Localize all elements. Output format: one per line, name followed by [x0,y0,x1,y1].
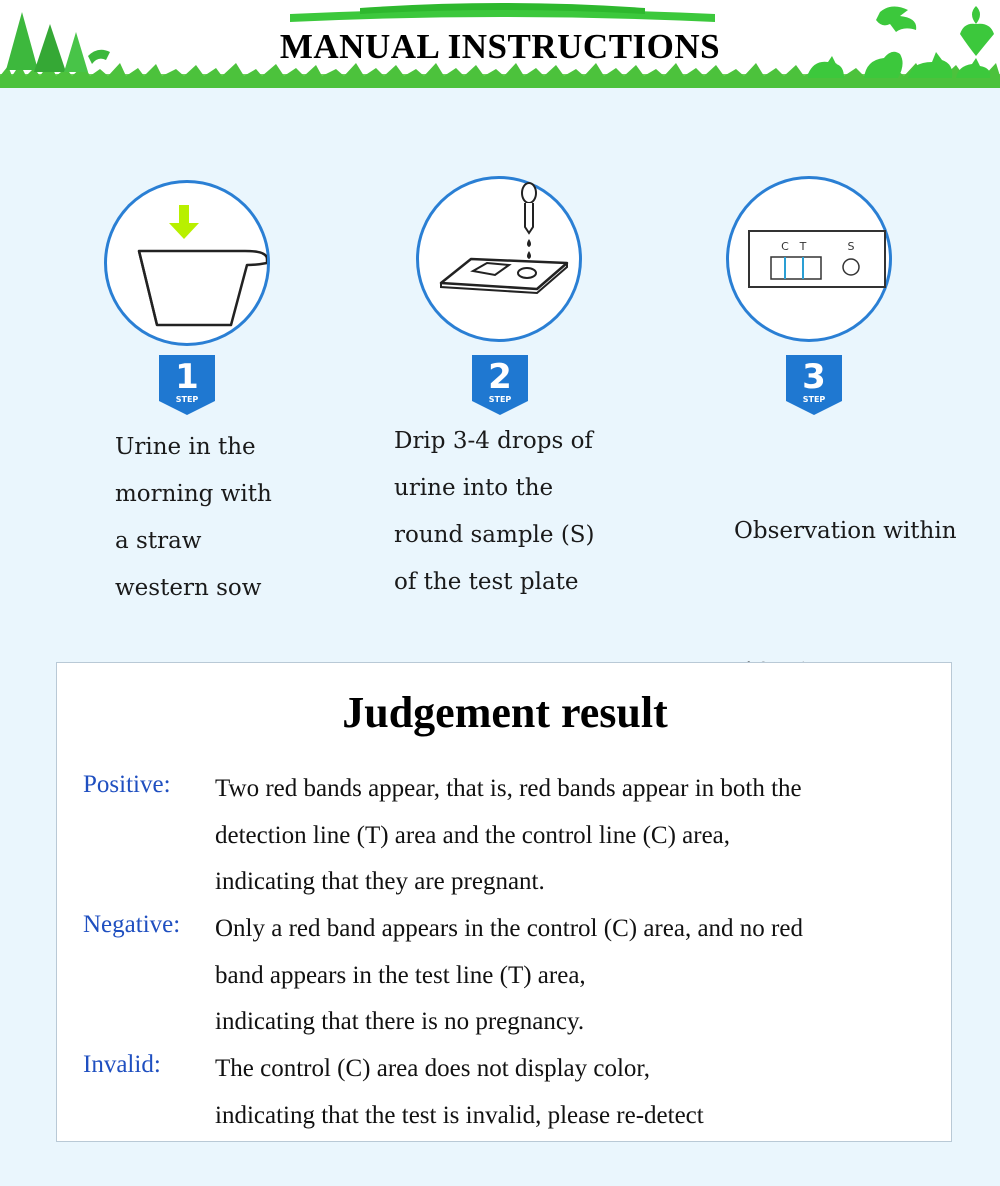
negative-description [215,906,803,1046]
cassette-label-s: S [847,240,855,253]
step-1-illustration [104,180,270,346]
step-3-badge [786,355,842,415]
step-2-badge-label: STEP [488,395,512,404]
page-title: MANUAL INSTRUCTIONS [279,27,721,66]
step-3-illustration [726,176,892,342]
step-2-line: round sample (S) [394,522,595,548]
invalid-description [215,1046,704,1139]
step-2-text [394,418,595,606]
step-2-illustration [416,176,582,342]
step-2-line: urine into the [394,475,554,501]
step-3-line: Observation within [734,518,957,544]
step-3-badge-label: STEP [802,395,826,404]
urine-cup-icon [107,183,267,343]
step-1-line: western sow [115,575,262,601]
test-cassette-icon [729,179,889,339]
positive-line: indicating that they are pregnant. [215,868,545,895]
step-1-number: 1 [175,357,199,397]
step-3-number: 3 [802,357,826,397]
step-2-line: of the test plate [394,569,579,595]
step-1-line: morning with [115,481,272,507]
invalid-line: The control (C) area does not display color, [215,1055,650,1082]
step-2-badge [472,355,528,415]
step-1-line: a straw [115,528,202,554]
step-1-line: Urine in the [115,434,256,460]
invalid-line: indicating that the test is invalid, please re-detect [215,1101,704,1129]
cassette-label-t: T [799,240,807,253]
positive-line: detection line (T) area and the control line (C) area, [215,821,731,849]
negative-label: Negative: [83,911,181,938]
green-ribbon-decoration [290,0,715,30]
judgement-result-panel [56,662,952,1142]
positive-line: Two red bands appear, that is, red bands appear in both the [215,775,802,802]
negative-line: Only a red band appears in the control (C) area, and no red [215,915,803,942]
invalid-label: Invalid: [83,1051,161,1078]
dropper-test-plate-icon [419,179,579,339]
step-2-number: 2 [488,357,512,397]
negative-line: band appears in the test line (T) area, [215,961,586,989]
step-1-badge [159,355,215,415]
step-1-text [115,424,272,612]
step-1-badge-label: STEP [175,395,199,404]
positive-label: Positive: [83,771,171,798]
negative-line: indicating that there is no pregnancy. [215,1008,585,1035]
positive-description [215,766,802,906]
step-2-line: Drip 3-4 drops of [394,428,593,454]
judgement-title: Judgement result [342,688,668,737]
cassette-label-c: C [781,240,789,253]
